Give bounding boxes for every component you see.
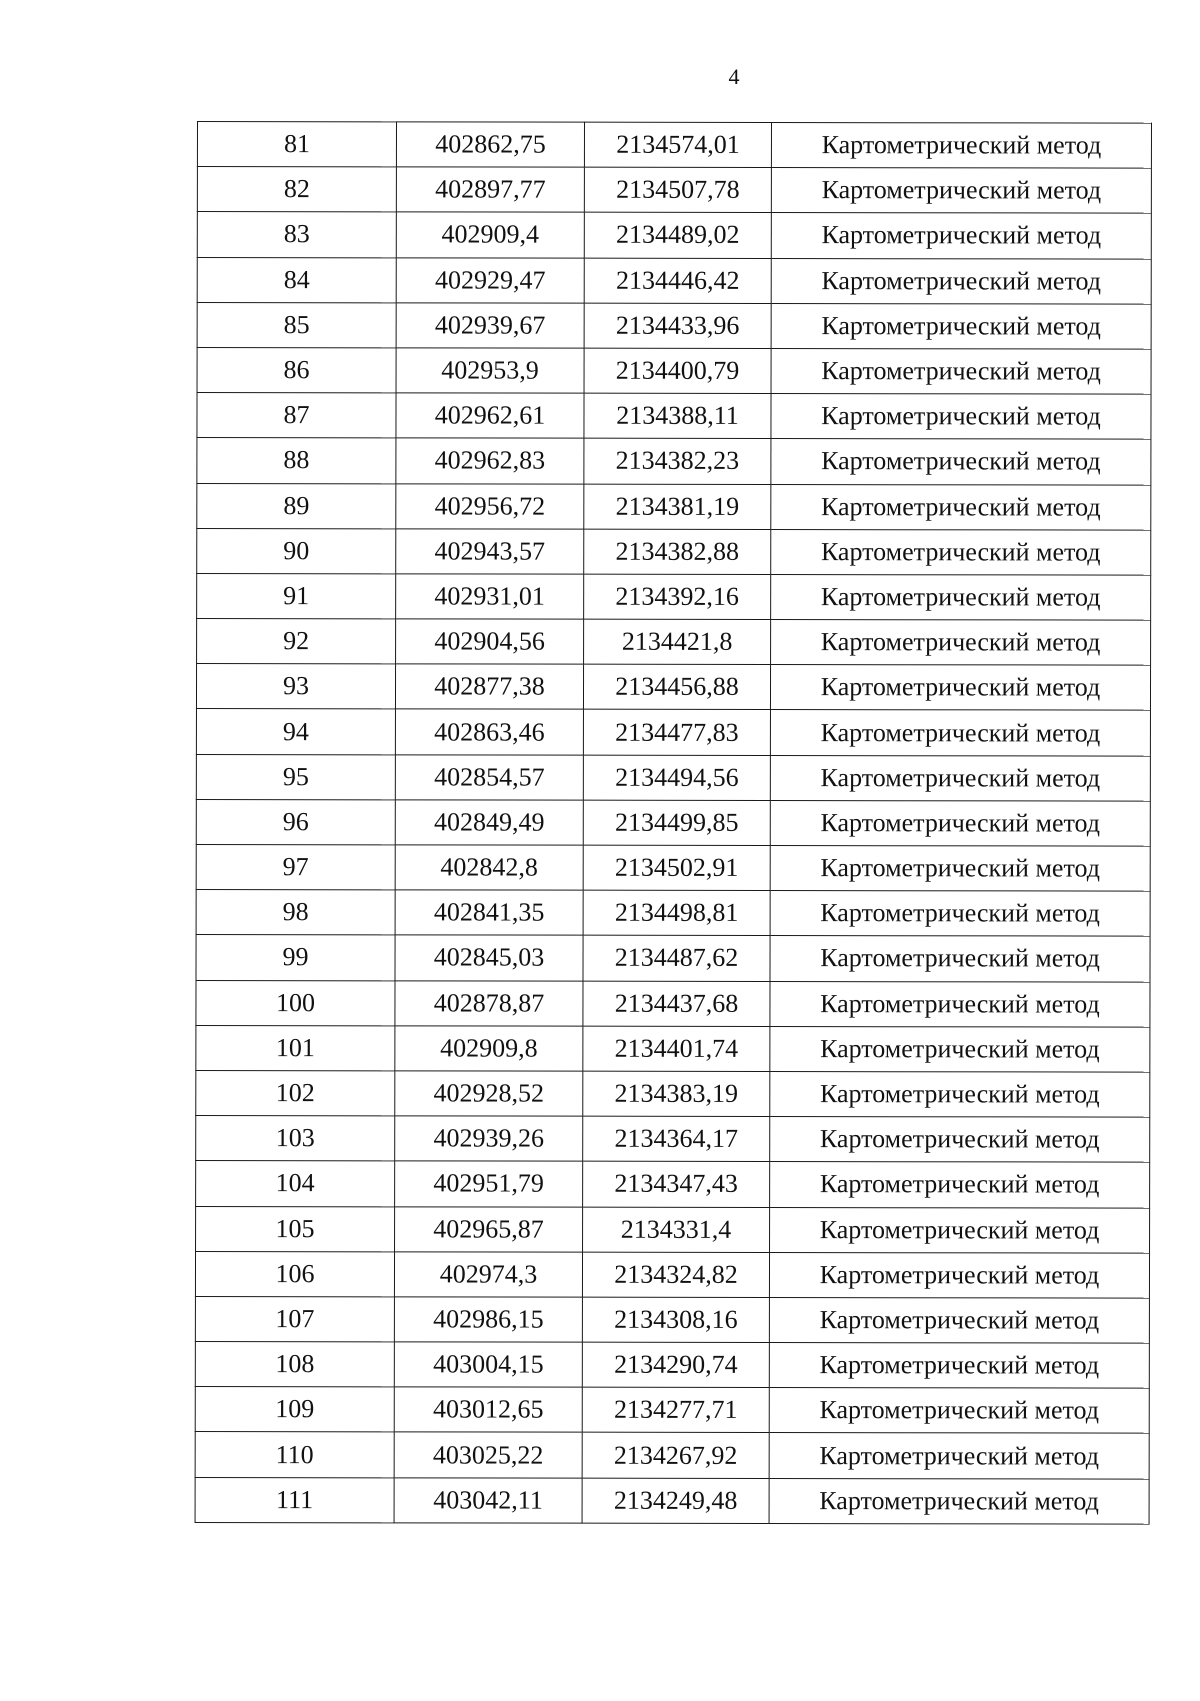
table-row	[196, 1206, 1150, 1253]
point-number-cell: 90	[197, 528, 396, 574]
x-coordinate-cell: 402951,79	[395, 1161, 583, 1207]
table-row	[197, 122, 1151, 169]
point-number-cell: 98	[196, 890, 395, 936]
table-row	[197, 393, 1151, 440]
y-coordinate-cell: 2134290,74	[582, 1342, 769, 1388]
method-cell: Картометрический метод	[770, 846, 1150, 892]
table-row	[195, 1296, 1149, 1343]
point-number-cell: 87	[197, 393, 396, 439]
y-coordinate-cell: 2134382,23	[584, 438, 771, 484]
x-coordinate-cell: 402939,67	[396, 303, 584, 349]
method-cell: Картометрический метод	[770, 981, 1150, 1027]
x-coordinate-cell: 402845,03	[395, 935, 583, 981]
x-coordinate-cell: 402878,87	[395, 980, 583, 1026]
method-cell: Картометрический метод	[771, 258, 1151, 304]
method-cell: Картометрический метод	[771, 123, 1151, 169]
y-coordinate-cell: 2134498,81	[583, 890, 770, 936]
y-coordinate-cell: 2134382,88	[584, 529, 771, 575]
page-number: 4	[728, 64, 740, 89]
table-row	[196, 664, 1150, 711]
x-coordinate-cell: 402897,77	[396, 167, 584, 213]
y-coordinate-cell: 2134507,78	[584, 167, 771, 213]
table-row	[197, 257, 1151, 304]
table-row	[196, 1161, 1150, 1208]
point-number-cell: 84	[197, 257, 396, 303]
point-number-cell: 86	[197, 347, 396, 393]
x-coordinate-cell: 402929,47	[396, 257, 584, 303]
method-cell: Картометрический метод	[770, 1117, 1150, 1163]
point-number-cell: 96	[196, 799, 395, 845]
y-coordinate-cell: 2134383,19	[583, 1071, 770, 1117]
point-number-cell: 93	[196, 664, 395, 710]
y-coordinate-cell: 2134331,4	[583, 1207, 770, 1253]
point-number-cell: 89	[197, 483, 396, 529]
y-coordinate-cell: 2134277,71	[582, 1387, 769, 1433]
method-cell: Картометрический метод	[770, 1207, 1150, 1253]
table-row	[195, 1387, 1149, 1434]
y-coordinate-cell: 2134308,16	[582, 1297, 769, 1343]
point-number-cell: 104	[196, 1161, 395, 1207]
point-number-cell: 85	[197, 302, 396, 348]
x-coordinate-cell: 402909,4	[396, 212, 584, 258]
method-cell: Картометрический метод	[769, 1297, 1149, 1343]
point-number-cell: 83	[197, 212, 396, 258]
x-coordinate-cell: 402849,49	[395, 800, 583, 846]
method-cell: Картометрический метод	[769, 1343, 1149, 1389]
method-cell: Картометрический метод	[770, 665, 1150, 711]
table-row	[196, 890, 1150, 937]
point-number-cell: 105	[196, 1206, 395, 1252]
y-coordinate-cell: 2134446,42	[584, 258, 771, 304]
table-row	[195, 1251, 1149, 1298]
table-row	[197, 619, 1151, 666]
y-coordinate-cell: 2134347,43	[583, 1161, 770, 1207]
x-coordinate-cell: 402904,56	[396, 619, 584, 665]
method-cell: Картометрический метод	[771, 394, 1151, 440]
x-coordinate-cell: 402986,15	[394, 1297, 582, 1343]
y-coordinate-cell: 2134437,68	[583, 981, 770, 1027]
table-row	[196, 1025, 1150, 1072]
y-coordinate-cell: 2134401,74	[583, 1026, 770, 1072]
method-cell: Картометрический метод	[769, 1388, 1149, 1434]
table-row	[197, 573, 1151, 620]
method-cell: Картометрический метод	[770, 1162, 1150, 1208]
x-coordinate-cell: 403012,65	[394, 1387, 582, 1433]
method-cell: Картометрический метод	[771, 303, 1151, 349]
x-coordinate-cell: 402909,8	[395, 1026, 583, 1072]
point-number-cell: 111	[195, 1477, 394, 1523]
method-cell: Картометрический метод	[770, 936, 1150, 982]
x-coordinate-cell: 402953,9	[396, 348, 584, 394]
y-coordinate-cell: 2134456,88	[583, 664, 770, 710]
point-number-cell: 100	[196, 980, 395, 1026]
method-cell: Картометрический метод	[771, 574, 1151, 620]
x-coordinate-cell: 402962,61	[396, 393, 584, 439]
method-cell: Картометрический метод	[770, 891, 1150, 937]
point-number-cell: 99	[196, 935, 395, 981]
x-coordinate-cell: 402939,26	[395, 1116, 583, 1162]
x-coordinate-cell: 403004,15	[394, 1342, 582, 1388]
method-cell: Картометрический метод	[770, 1026, 1150, 1072]
point-number-cell: 108	[195, 1342, 394, 1388]
point-number-cell: 103	[196, 1116, 395, 1162]
table-row	[195, 1477, 1149, 1524]
x-coordinate-cell: 402854,57	[395, 754, 583, 800]
point-number-cell: 110	[195, 1432, 394, 1478]
method-cell: Картометрический метод	[769, 1252, 1149, 1298]
table-row	[197, 347, 1151, 394]
y-coordinate-cell: 2134421,8	[584, 619, 771, 665]
y-coordinate-cell: 2134400,79	[584, 348, 771, 394]
y-coordinate-cell: 2134494,56	[583, 755, 770, 801]
point-number-cell: 82	[197, 167, 396, 213]
x-coordinate-cell: 402931,01	[396, 574, 584, 620]
x-coordinate-cell: 402863,46	[395, 709, 583, 755]
table-row	[195, 1432, 1149, 1479]
table-row	[197, 483, 1151, 530]
x-coordinate-cell: 402842,8	[395, 845, 583, 891]
x-coordinate-cell: 403025,22	[394, 1432, 582, 1478]
method-cell: Картометрический метод	[771, 213, 1151, 259]
table-row	[196, 754, 1150, 801]
method-cell: Картометрический метод	[771, 348, 1151, 394]
table-row	[196, 980, 1150, 1027]
x-coordinate-cell: 402974,3	[394, 1252, 582, 1298]
y-coordinate-cell: 2134267,92	[582, 1433, 769, 1479]
point-number-cell: 97	[196, 844, 395, 890]
table-row	[196, 1116, 1150, 1163]
y-coordinate-cell: 2134392,16	[584, 574, 771, 620]
point-number-cell: 92	[197, 619, 396, 665]
table-row	[196, 709, 1150, 756]
x-coordinate-cell: 402943,57	[396, 529, 584, 575]
coordinates-table	[195, 121, 1152, 1524]
method-cell: Картометрический метод	[771, 484, 1151, 530]
x-coordinate-cell: 402956,72	[396, 483, 584, 529]
point-number-cell: 94	[196, 709, 395, 755]
point-number-cell: 101	[196, 1025, 395, 1071]
point-number-cell: 88	[197, 438, 396, 484]
method-cell: Картометрический метод	[769, 1478, 1149, 1524]
point-number-cell: 81	[197, 122, 396, 168]
y-coordinate-cell: 2134364,17	[583, 1116, 770, 1162]
x-coordinate-cell: 402965,87	[395, 1206, 583, 1252]
point-number-cell: 102	[196, 1070, 395, 1116]
point-number-cell: 107	[195, 1296, 394, 1342]
method-cell: Картометрический метод	[770, 1071, 1150, 1117]
x-coordinate-cell: 402862,75	[396, 122, 584, 168]
coordinates-table-body	[195, 122, 1151, 1524]
y-coordinate-cell: 2134477,83	[583, 710, 770, 756]
y-coordinate-cell: 2134381,19	[584, 484, 771, 530]
method-cell: Картометрический метод	[769, 1433, 1149, 1479]
y-coordinate-cell: 2134388,11	[584, 393, 771, 439]
x-coordinate-cell: 402928,52	[395, 1071, 583, 1117]
y-coordinate-cell: 2134502,91	[583, 845, 770, 891]
table-row	[197, 438, 1151, 485]
x-coordinate-cell: 402877,38	[395, 664, 583, 710]
y-coordinate-cell: 2134489,02	[584, 213, 771, 259]
y-coordinate-cell: 2134249,48	[582, 1478, 769, 1524]
method-cell: Картометрический метод	[771, 168, 1151, 214]
table-row	[196, 844, 1150, 891]
table-row	[197, 167, 1151, 214]
method-cell: Картометрический метод	[770, 755, 1150, 801]
y-coordinate-cell: 2134487,62	[583, 936, 770, 982]
table-row	[197, 528, 1151, 575]
y-coordinate-cell: 2134433,96	[584, 303, 771, 349]
table-row	[197, 212, 1151, 259]
table-row	[197, 302, 1151, 349]
x-coordinate-cell: 402962,83	[396, 438, 584, 484]
x-coordinate-cell: 402841,35	[395, 890, 583, 936]
method-cell: Картометрический метод	[770, 710, 1150, 756]
point-number-cell: 91	[197, 573, 396, 619]
method-cell: Картометрический метод	[771, 529, 1151, 575]
table-row	[196, 799, 1150, 846]
point-number-cell: 106	[195, 1251, 394, 1297]
table-row	[196, 935, 1150, 982]
point-number-cell: 109	[195, 1387, 394, 1433]
point-number-cell: 95	[196, 754, 395, 800]
y-coordinate-cell: 2134574,01	[584, 122, 771, 168]
x-coordinate-cell: 403042,11	[394, 1477, 582, 1523]
table-row	[196, 1070, 1150, 1117]
table-row	[195, 1342, 1149, 1389]
method-cell: Картометрический метод	[771, 620, 1151, 666]
y-coordinate-cell: 2134324,82	[582, 1252, 769, 1298]
method-cell: Картометрический метод	[771, 439, 1151, 485]
method-cell: Картометрический метод	[770, 800, 1150, 846]
y-coordinate-cell: 2134499,85	[583, 800, 770, 846]
